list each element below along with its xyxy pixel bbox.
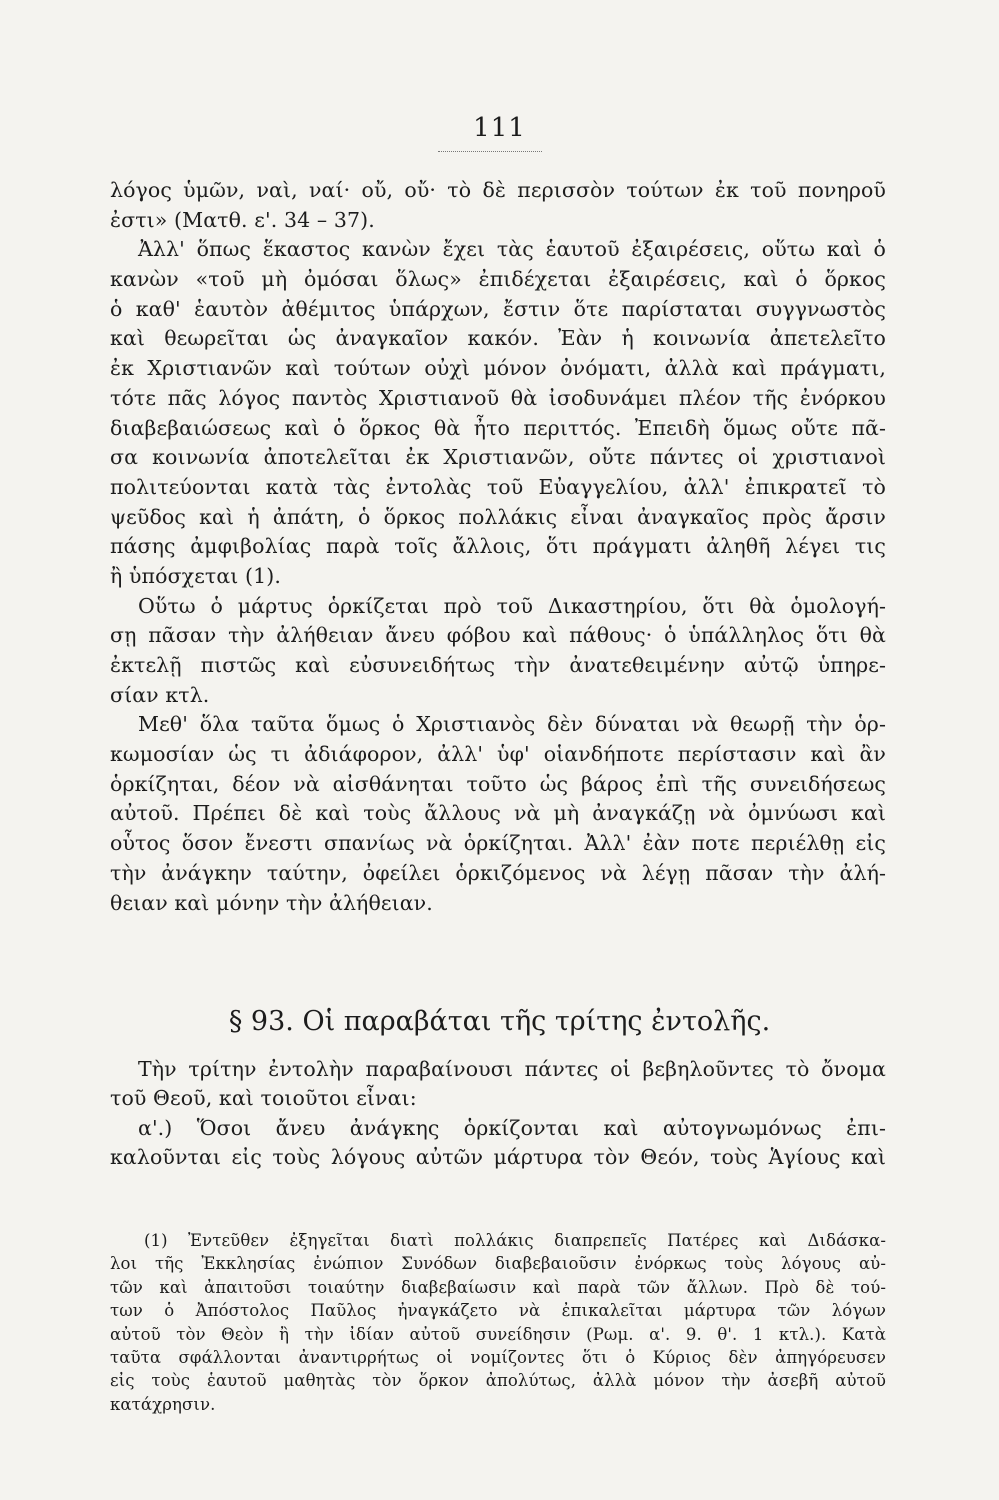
text-line: καὶ θεωρεῖται ὡς ἀναγκαῖον κακόν. Ἐὰν ἡ κοινωνία ἀπετελεῖτο [110, 326, 886, 351]
text-line: οὗτος ὅσον ἔνεστι σπανίως νὰ ὁρκίζηται. Ἀλλ' ἐὰν ποτε περιέλθῃ εἰς [110, 831, 886, 856]
page-number: 111 [473, 113, 526, 143]
text-line: αὐτοῦ. Πρέπει δὲ καὶ τοὺς ἄλλους νὰ μὴ ἀναγκάζῃ νὰ ὀμνύωσι καὶ [110, 801, 886, 826]
text-line: ἐστι» (Ματθ. ε'. 34 – 37). [110, 207, 375, 232]
text-line: τὴν ἀνάγκην ταύτην, ὀφείλει ὁρκιζόμενος νὰ λέγῃ πᾶσαν τὴν ἀλή- [110, 860, 886, 885]
text-line: α'.) Ὅσοι ἄνευ ἀνάγκης ὁρκίζονται καὶ αὐτογνωμόνως ἐπι- [138, 1115, 886, 1140]
text-line: πολιτεύονται κατὰ τὰς ἐντολὰς τοῦ Εὐαγγελίου, ἀλλ' ἐπικρατεῖ τὸ [110, 474, 886, 499]
text-line: κωμοσίαν ὡς τι ἀδιάφορον, ἀλλ' ὑφ' οἱανδήποτε περίστασιν καὶ ἂν [110, 742, 886, 767]
text-line: ψεῦδος καὶ ἡ ἀπάτη, ὁ ὅρκος πολλάκις εἶναι ἀναγκαῖος πρὸς ἄρσιν [110, 504, 886, 529]
page-number-rule [438, 151, 542, 152]
text-line: σίαν κτλ. [110, 682, 210, 707]
text-line: Ἀλλ' ὅπως ἕκαστος κανὼν ἔχει τὰς ἑαυτοῦ ἐξαιρέσεις, οὕτω καὶ ὁ [138, 237, 886, 262]
text-line: Μεθ' ὅλα ταῦτα ὅμως ὁ Χριστιανὸς δὲν δύναται νὰ θεωρῇ τὴν ὁρ- [138, 712, 886, 737]
text-line: ὁρκίζηται, δέον νὰ αἰσθάνηται τοῦτο ὡς βάρος ἐπὶ τῆς συνειδήσεως [110, 771, 886, 796]
footnote-line: (1) Ἐντεῦθεν ἐξηγεῖται διατὶ πολλάκις διαπρεπεῖς Πατέρες καὶ Διδάσκα- [144, 1231, 886, 1250]
main-text-top [110, 176, 886, 918]
text-line: σῃ πᾶσαν τὴν ἀλήθειαν ἄνευ φόβου καὶ πάθους· ὁ ὑπάλληλος ὅτι θὰ [110, 623, 886, 648]
text-line: τότε πᾶς λόγος παντὸς Χριστιανοῦ θὰ ἰσοδυνάμει πλέον τῆς ἐνόρκου [110, 385, 886, 410]
footnote-line: τῶν καὶ ἀπαιτοῦσι τοιαύτην διαβεβαίωσιν καὶ παρὰ τῶν ἄλλων. Πρὸ δὲ τού- [110, 1277, 886, 1297]
text-line: λόγος ὑμῶν, ναὶ, ναί· οὔ, οὔ· τὸ δὲ περισσὸν τούτων ἐκ τοῦ πονηροῦ [110, 178, 886, 202]
footnote-line: των ὁ Ἀπόστολος Παῦλος ἠναγκάζετο νὰ ἐπικαλεῖται μάρτυρα τῶν λόγων [110, 1301, 886, 1321]
text-line: ὁ καθ' ἑαυτὸν ἀθέμιτος ὑπάρχων, ἔστιν ὅτε παρίσταται συγγνωστὸς [110, 296, 886, 321]
section-number: 93. [250, 1006, 294, 1037]
footnote-line: αὐτοῦ τὸν Θεὸν ἢ τὴν ἰδίαν αὐτοῦ συνείδησιν (Ρωμ. α'. 9. θ'. 1 κτλ.). Κατὰ [110, 1324, 886, 1344]
section-mark: § [228, 1006, 243, 1037]
footnote-line: λοι τῆς Ἐκκλησίας ἐνώπιον Συνόδων διαβεβαιοῦσιν ἐνόρκως τοὺς λόγους αὐ- [110, 1254, 886, 1274]
text-line: ἐκτελῇ πιστῶς καὶ εὐσυνειδήτως τὴν ἀνατεθειμένην αὐτῷ ὑπηρε- [110, 653, 886, 677]
footnotes [110, 1229, 886, 1416]
text-line: πάσης ἀμφιβολίας παρὰ τοῖς ἄλλοις, ὅτι πράγματι ἀληθῆ λέγει τις [110, 534, 886, 559]
main-text-bottom [110, 1055, 886, 1172]
text-line: καλοῦνται εἰς τοὺς λόγους αὐτῶν μάρτυρα τὸν Θεόν, τοὺς Ἁγίους καὶ [110, 1144, 886, 1169]
footnote-line: ταῦτα σφάλλονται ἀναντιρρήτως οἱ νομίζοντες ὅτι ὁ Κύριος δὲν ἀπηγόρευσεν [110, 1347, 886, 1367]
text-line: σα κοινωνία ἀποτελεῖται ἐκ Χριστιανῶν, οὔτε πάντες οἱ χριστιανοὶ [110, 445, 886, 470]
text-line: θειαν καὶ μόνην τὴν ἀλήθειαν. [110, 890, 433, 915]
text-line: Τὴν τρίτην ἐντολὴν παραβαίνουσι πάντες οἱ βεβηλοῦντες τὸ ὄνομα [138, 1057, 886, 1081]
text-line: ἐκ Χριστιανῶν καὶ τούτων οὐχὶ μόνον ὀνόματι, ἀλλὰ καὶ πράγματι, [110, 356, 886, 381]
text-line: ἢ ὑπόσχεται (1). [110, 563, 282, 588]
text-line: τοῦ Θεοῦ, καὶ τοιοῦτοι εἶναι: [110, 1086, 417, 1111]
section-heading [0, 1002, 999, 1042]
text-line: διαβεβαιώσεως καὶ ὁ ὅρκος θὰ ἦτο περιττός. Ἐπειδὴ ὅμως οὔτε πᾶ- [110, 415, 886, 440]
footnote-line: εἰς τοὺς ἑαυτοῦ μαθητὰς τὸν ὅρκον ἀπολύτως, ἀλλὰ μόνον τὴν ἀσεβῆ αὐτοῦ [110, 1371, 886, 1391]
section-title-text: Οἱ παραβάται τῆς τρίτης ἐντολῆς. [302, 1006, 771, 1037]
text-line: Οὕτω ὁ μάρτυς ὁρκίζεται πρὸ τοῦ Δικαστηρίου, ὅτι θὰ ὁμολογή- [138, 593, 886, 618]
footnote-line: κατάχρησιν. [110, 1394, 216, 1414]
text-line: κανὼν «τοῦ μὴ ὀμόσαι ὅλως» ἐπιδέχεται ἐξαιρέσεις, καὶ ὁ ὅρκος [110, 267, 886, 292]
